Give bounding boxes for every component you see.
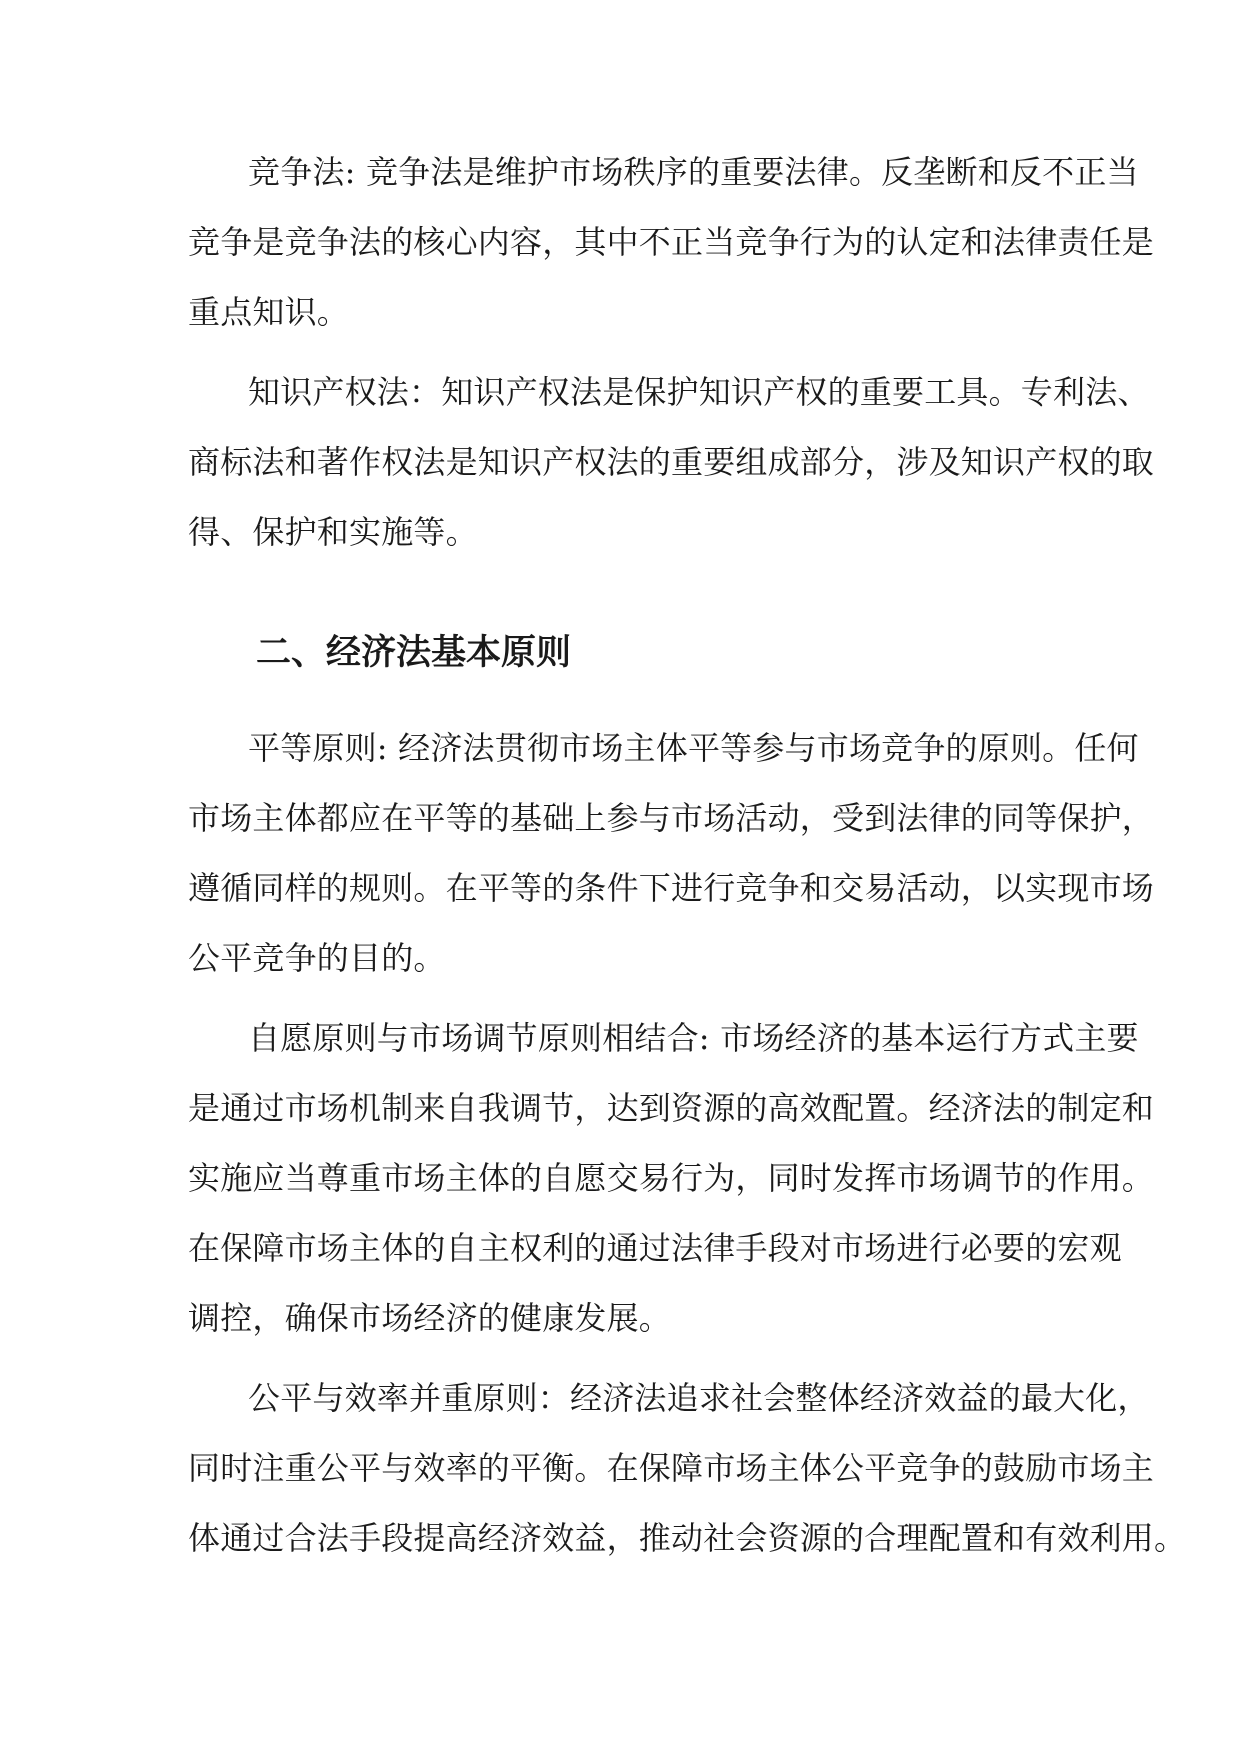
paragraph-1-line-2: 竞争是竞争法的核心内容，其中不正当竞争行为的认定和法律责任是 [188, 223, 1155, 261]
paragraph-3-line-2: 市场主体都应在平等的基础上参与市场活动，受到法律的同等保护， [188, 799, 1155, 837]
paragraph-4-line-2: 是通过市场机制来自我调节，达到资源的高效配置。经济法的制定和 [188, 1089, 1155, 1127]
paragraph-4-line-4: 在保障市场主体的自主权利的通过法律手段对市场进行必要的宏观 [188, 1229, 1122, 1267]
paragraph-1-line-3: 重点知识。 [188, 293, 350, 331]
paragraph-2-line-3: 得、保护和实施等。 [188, 513, 478, 551]
paragraph-1-line-1: 竞争法: 竞争法是维护市场秩序的重要法律。反垄断和反不正当 [248, 153, 1139, 191]
paragraph-2-line-1: 知识产权法：知识产权法是保护知识产权的重要工具。专利法、 [248, 373, 1150, 411]
paragraph-2-line-2: 商标法和著作权法是知识产权法的重要组成部分，涉及知识产权的取 [188, 443, 1155, 481]
paragraph-4-line-1: 自愿原则与市场调节原则相结合: 市场经济的基本运行方式主要 [248, 1019, 1139, 1057]
paragraph-5-line-1: 公平与效率并重原则：经济法追求社会整体经济效益的最大化， [248, 1379, 1150, 1417]
paragraph-3-line-4: 公平竞争的目的。 [188, 939, 446, 977]
section-heading: 二、经济法基本原则 [256, 632, 572, 673]
paragraph-3-line-1: 平等原则: 经济法贯彻市场主体平等参与市场竞争的原则。任何 [248, 729, 1139, 767]
paragraph-3-line-3: 遵循同样的规则。在平等的条件下进行竞争和交易活动，以实现市场 [188, 869, 1155, 907]
paragraph-5-line-3: 体通过合法手段提高经济效益，推动社会资源的合理配置和有效利用。 [188, 1519, 1187, 1557]
paragraph-4-line-3: 实施应当尊重市场主体的自愿交易行为，同时发挥市场调节的作用。 [188, 1159, 1155, 1197]
paragraph-4-line-5: 调控，确保市场经济的健康发展。 [188, 1299, 672, 1337]
paragraph-5-line-2: 同时注重公平与效率的平衡。在保障市场主体公平竞争的鼓励市场主 [188, 1449, 1155, 1487]
